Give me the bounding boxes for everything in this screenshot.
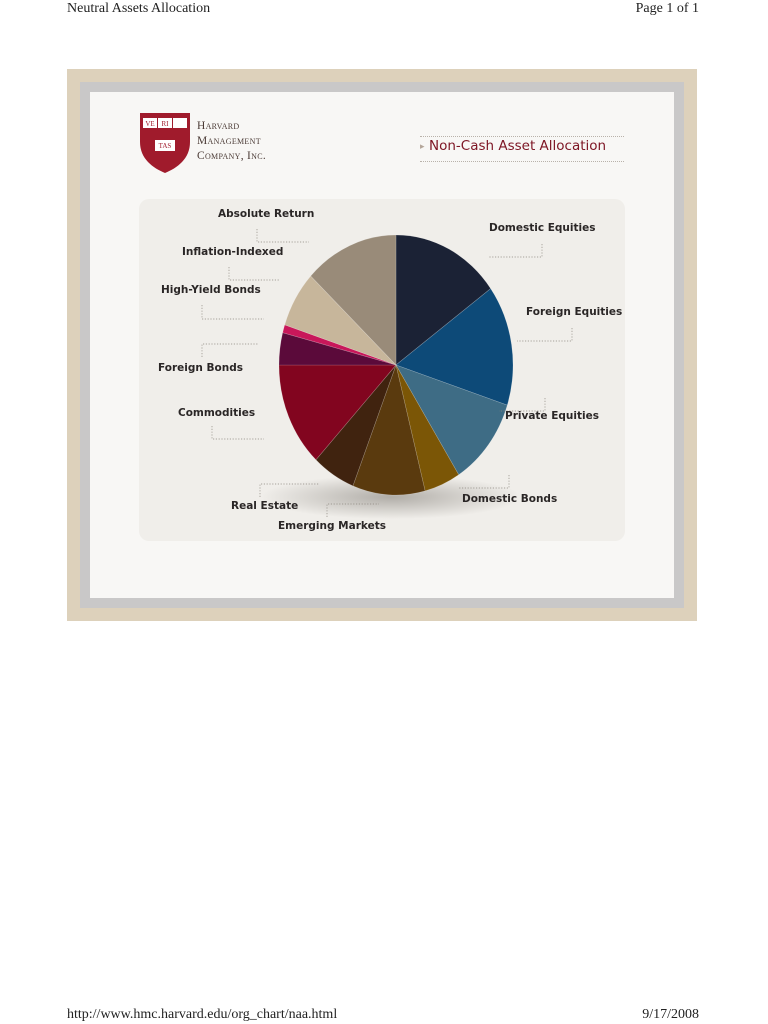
leader-line-commodities <box>212 426 264 439</box>
page-date: 9/17/2008 <box>642 1007 699 1022</box>
leader-line-foreign-equities <box>517 328 572 341</box>
shield-text-tas: TAS <box>158 142 172 150</box>
book-right <box>173 118 187 128</box>
shield-icon <box>139 112 191 174</box>
chart-panel <box>139 199 625 541</box>
chart-title-box <box>420 136 624 162</box>
slice-label-absolute-return: Absolute Return <box>218 208 315 220</box>
leader-line-inflation-indexed <box>229 267 279 280</box>
shield-text-ri: RI <box>161 120 169 128</box>
company-name-line-1: Harvard <box>197 120 240 132</box>
slice-label-domestic-bonds: Domestic Bonds <box>462 493 558 505</box>
slice-label-commodities: Commodities <box>178 407 256 419</box>
pie-chart <box>139 199 625 541</box>
slice-label-real-estate: Real Estate <box>231 500 299 512</box>
leader-line-high-yield-bonds <box>202 305 264 319</box>
slice-label-high-yield-bonds: High-Yield Bonds <box>161 284 261 296</box>
leader-line-absolute-return <box>257 229 309 242</box>
page-header-title: Neutral Assets Allocation <box>67 1 211 16</box>
company-name <box>197 119 266 164</box>
company-name-line-2: Management <box>197 135 261 147</box>
leader-line-domestic-equities <box>489 244 542 257</box>
leader-line-foreign-bonds <box>202 344 259 357</box>
slice-label-foreign-equities: Foreign Equities <box>526 306 623 318</box>
slice-label-inflation-indexed: Inflation-Indexed <box>182 246 284 258</box>
slice-label-foreign-bonds: Foreign Bonds <box>158 362 243 374</box>
harvard-logo <box>139 112 299 176</box>
triangle-right-icon: ▸ <box>420 142 425 152</box>
image-frame <box>67 69 697 621</box>
page-number: Page 1 of 1 <box>635 1 699 16</box>
slice-label-domestic-equities: Domestic Equities <box>489 222 596 234</box>
shield-text-ve: VE <box>145 120 155 128</box>
image-border <box>80 82 684 608</box>
slice-label-private-equities: Private Equities <box>505 410 599 422</box>
page-url: http://www.hmc.harvard.edu/org_chart/naa.html <box>67 1007 338 1022</box>
image-content <box>90 92 674 598</box>
chart-title: Non-Cash Asset Allocation <box>429 138 607 154</box>
company-name-line-3: Company, Inc. <box>197 150 267 162</box>
slice-label-emerging-markets: Emerging Markets <box>278 520 386 532</box>
